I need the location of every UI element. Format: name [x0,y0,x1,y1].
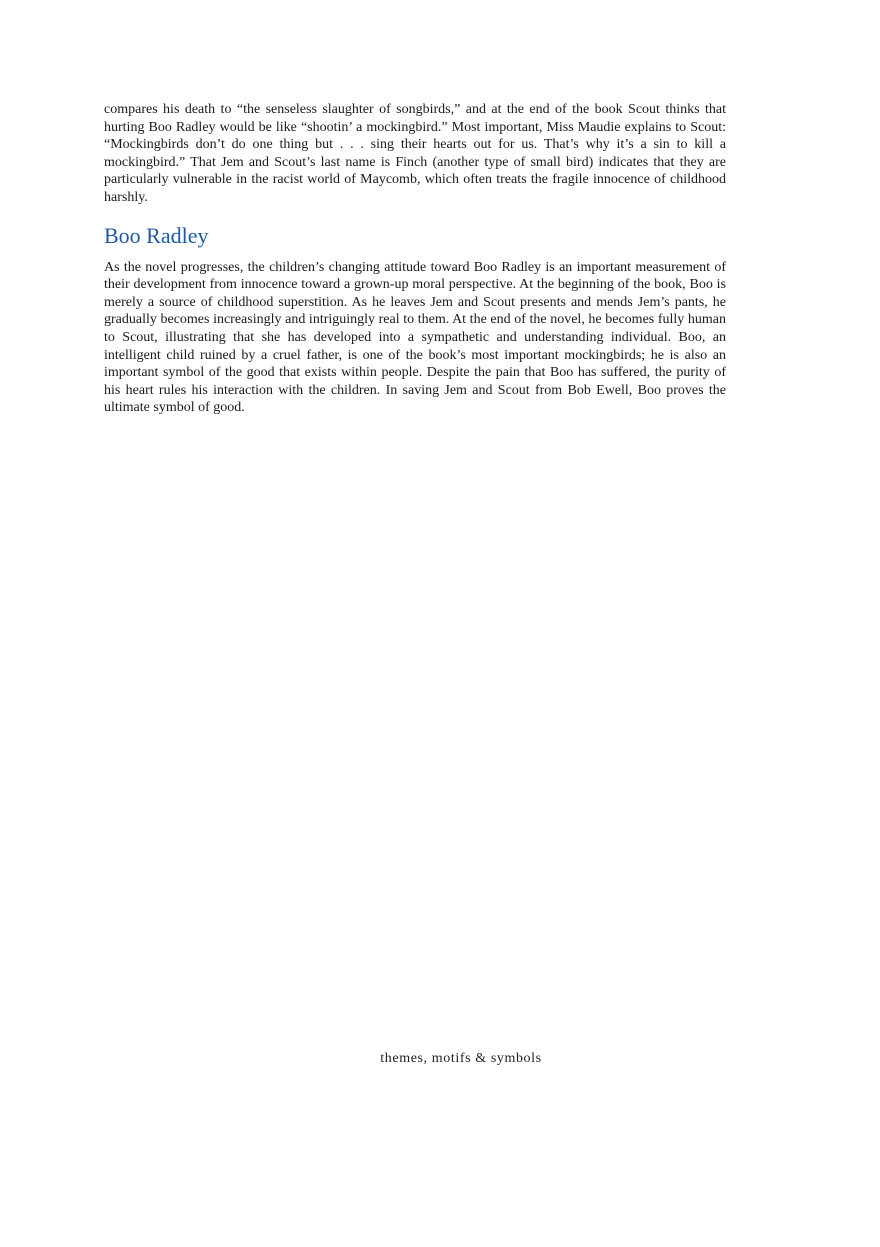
running-footer: themes, motifs & symbols [380,1051,542,1066]
intro-paragraph: compares his death to “the senseless slaughter of songbirds,” and at the end of the book Scout thinks that hurting Boo Radley would be like “shootin’ a mockingbird.” Most important, Miss Maudie explains to Scout: “Mockingbirds don’t do one thing but . . . sing their hearts out for us. That’s why it’s a sin to kill a mockingbird.” That Jem and Scout’s last name is Finch (another type of small bird) indicates that they are particularly vulnerable in the racist world of Maycomb, which often treats the fragile innocence of childhood harshly. [104,102,726,205]
section-heading-boo-radley: Boo Radley [104,222,209,248]
boo-radley-paragraph: As the novel progresses, the children’s changing attitude toward Boo Radley is an important measurement of their development from innocence toward a grown-up moral perspective. At the beginning of the book, Boo is merely a source of childhood superstition. As he leaves Jem and Scout presents and mends Jem’s pants, he gradually becomes increasingly and intriguingly real to them. At the end of the novel, he becomes fully human to Scout, illustrating that she has developed into a sympathetic and understanding individual. Boo, an intelligent child ruined by a cruel father, is one of the book’s most important mockingbirds; he is also an important symbol of the good that exists within people. Despite the pain that Boo has suffered, the purity of his heart rules his interaction with the children. In saving Jem and Scout from Bob Ewell, Boo proves the ultimate symbol of good. [104,259,726,416]
text-column [104,101,726,417]
